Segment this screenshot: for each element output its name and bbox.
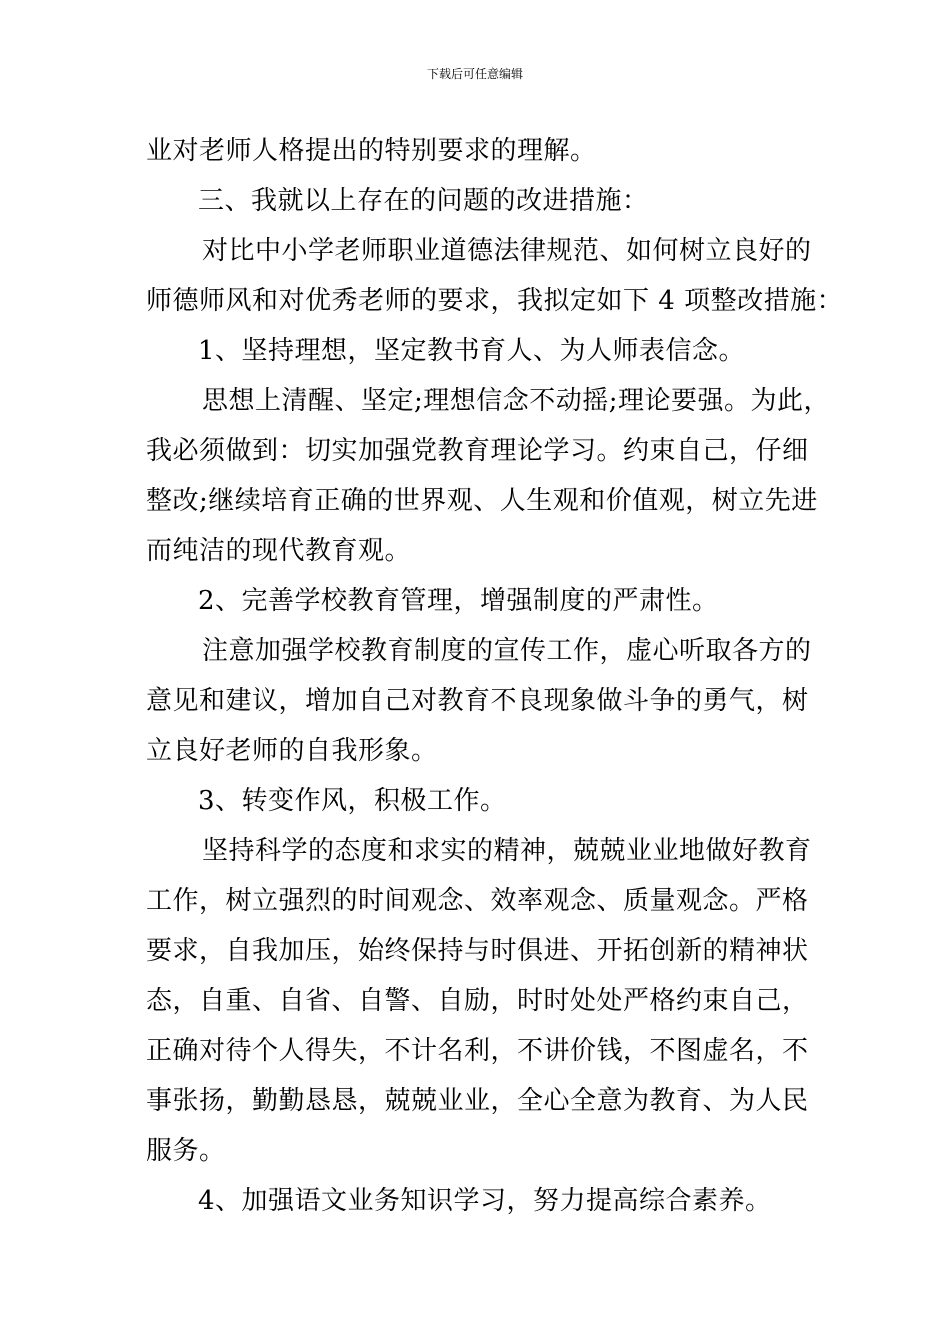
paragraph-line: 我必须做到：切实加强党教育理论学习。约束自己，仔细 [146, 436, 809, 466]
paragraph-line: 师德师风和对优秀老师的要求，我拟定如下 4 项整改措施： [146, 286, 844, 316]
paragraph-line: 正确对待个人得失，不计名利，不讲价钱，不图虚名，不 [146, 1036, 809, 1066]
paragraph-line: 事张扬，勤勤恳恳，兢兢业业，全心全意为教育、为人民 [146, 1086, 809, 1116]
paragraph-line: 思想上清醒、坚定;理想信念不动摇;理论要强。为此， [202, 386, 831, 416]
page-header: 下载后可任意编辑 [426, 67, 523, 81]
paragraph-line: 对比中小学老师职业道德法律规范、如何树立良好的 [202, 236, 812, 266]
paragraph-line: 而纯洁的现代教育观。 [146, 536, 412, 566]
paragraph-line: 整改;继续培育正确的世界观、人生观和价值观，树立先进 [146, 486, 818, 516]
list-item-heading: 1、坚持理想，坚定教书育人、为人师表信念。 [198, 336, 746, 366]
list-item-heading: 4、加强语文业务知识学习，努力提高综合素养。 [198, 1186, 772, 1216]
paragraph-line: 要求，自我加压，始终保持与时俱进、开拓创新的精神状 [146, 936, 809, 966]
paragraph-line: 业对老师人格提出的特别要求的理解。 [146, 136, 597, 166]
list-item-heading: 2、完善学校教育管理，增强制度的严肃性。 [198, 586, 719, 616]
paragraph-line: 态，自重、自省、自警、自励，时时处处严格约束自己， [146, 986, 809, 1016]
list-item-heading: 3、转变作风，积极工作。 [198, 786, 507, 816]
paragraph-line: 坚持科学的态度和求实的精神，兢兢业业地做好教育 [202, 836, 812, 866]
paragraph-line: 意见和建议，增加自己对教育不良现象做斗争的勇气，树 [146, 686, 809, 716]
paragraph-line: 注意加强学校教育制度的宣传工作，虚心听取各方的 [202, 636, 812, 666]
section-heading: 三、我就以上存在的问题的改进措施： [198, 186, 649, 216]
paragraph-line: 立良好老师的自我形象。 [146, 736, 438, 766]
paragraph-line: 服务。 [146, 1136, 226, 1166]
paragraph-line: 工作，树立强烈的时间观念、效率观念、质量观念。严格 [146, 886, 809, 916]
document-body [146, 126, 844, 1226]
